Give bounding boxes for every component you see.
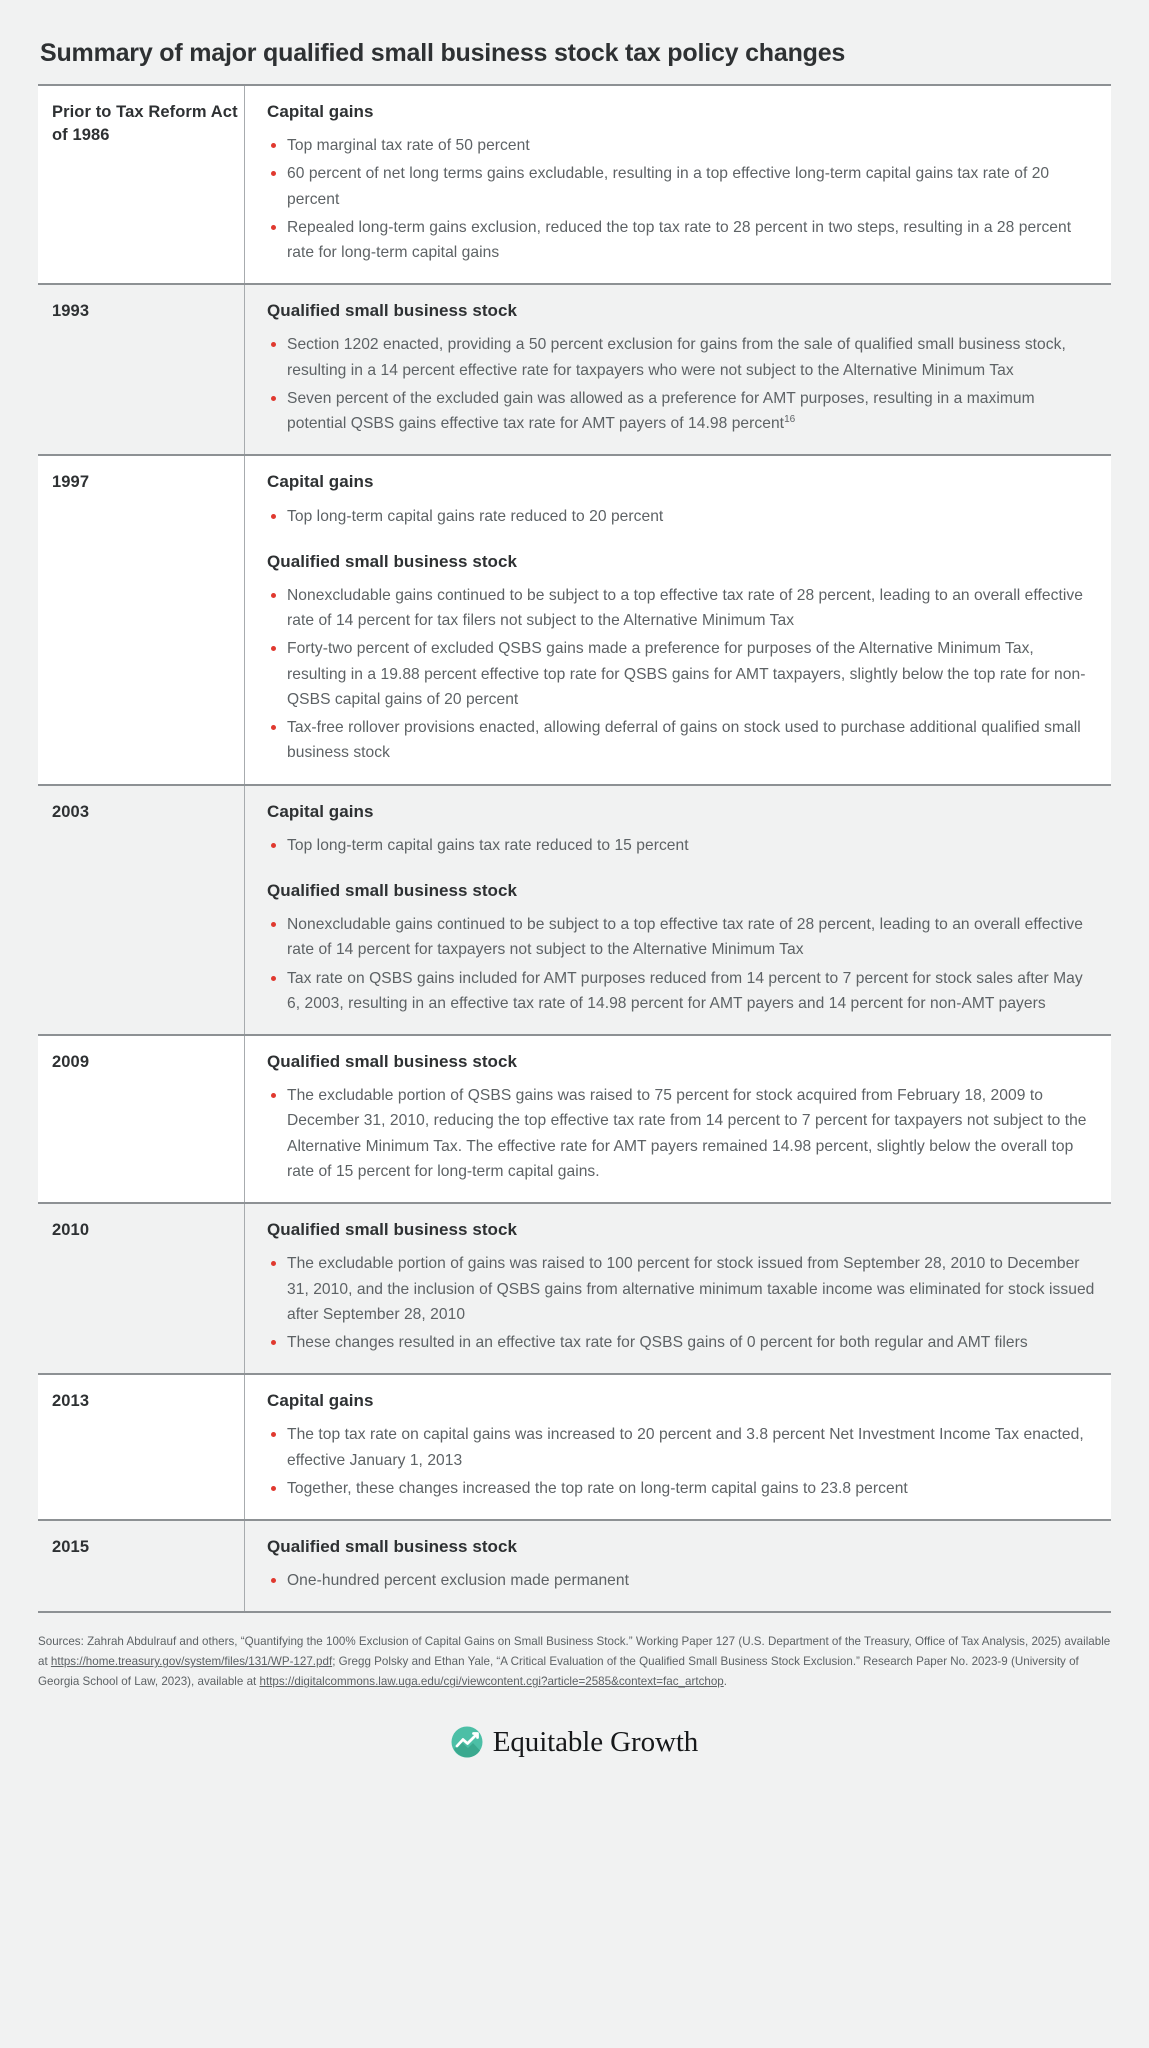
bullet-text: Tax-free rollover provisions enacted, allowing deferral of gains on stock used to purchase additional qualified small business stock bbox=[287, 719, 1081, 762]
bullet-item bbox=[267, 161, 1097, 212]
bullet-text: Top long-term capital gains tax rate reduced to 15 percent bbox=[287, 836, 689, 854]
bullet-text: Section 1202 enacted, providing a 50 percent exclusion for gains from the sale of qualified small business stock, resulting in a 14 percent effective rate for taxpayers who were not subject to the Alternative Minimum Tax bbox=[287, 336, 1066, 379]
sources-note bbox=[38, 1632, 1111, 1692]
bullet-text: These changes resulted in an effective tax rate for QSBS gains of 0 percent for both regular and AMT filers bbox=[287, 1334, 1028, 1351]
section-heading: Capital gains bbox=[267, 472, 374, 492]
bullet-list bbox=[267, 1422, 1097, 1501]
row-year-label: 1997 bbox=[38, 456, 245, 783]
bullet-list bbox=[267, 833, 1097, 858]
row-content bbox=[245, 1521, 1111, 1611]
bullet-list bbox=[267, 1251, 1097, 1355]
row-year-label: 2013 bbox=[38, 1375, 245, 1519]
bullet-text: The excludable portion of gains was raised to 100 percent for stock issued from September 28, 2010 to December 31, 2010, and the inclusion of QSBS gains from alternative minimum taxable income was eliminated for stock issued after September 28, 2010 bbox=[287, 1255, 1095, 1323]
table-row bbox=[38, 285, 1111, 456]
bullet-text: Seven percent of the excluded gain was allowed as a preference for AMT purposes, resulting in a maximum potential QSBS gains effective tax rate for AMT payers of 14.98 percent bbox=[287, 389, 1035, 433]
table-row bbox=[38, 786, 1111, 1036]
table-row bbox=[38, 86, 1111, 285]
bullet-text: Tax rate on QSBS gains included for AMT purposes reduced from 14 percent to 7 percent for stock sales after May 6, 2003, resulting in an effective tax rate of 14.98 percent for AMT payers and 14 percent for non-AMT payers bbox=[287, 969, 1083, 1012]
bullet-text: Forty-two percent of excluded QSBS gains made a preference for purposes of the Alternative Minimum Tax, resulting in a 19.88 percent effective top rate for QSBS gains for AMT taxpayers, slightly below the top rate for non-QSBS capital gains of 20 percent bbox=[287, 640, 1086, 708]
row-year-label: Prior to Tax Reform Act of 1986 bbox=[38, 86, 245, 283]
bullet-item bbox=[267, 912, 1097, 963]
sources-link-2[interactable]: https://digitalcommons.law.uga.edu/cgi/viewcontent.cgi?article=2585&context=fac_artchop bbox=[259, 1675, 724, 1689]
sources-text-2: ; Gregg Polsky and Ethan Yale, “A Critical Evaluation of the Qualified Small Business Stock Exclusion.” Research Paper No. 2023-9 (University of Georgia School of Law, 2023), available at bbox=[38, 1655, 1079, 1689]
bullet-item bbox=[267, 386, 1097, 437]
table-row bbox=[38, 456, 1111, 785]
footnote-marker[interactable]: 16 bbox=[784, 414, 796, 425]
sources-text-3: . bbox=[723, 1675, 727, 1689]
bullet-item bbox=[267, 715, 1097, 766]
content-section bbox=[267, 300, 1097, 436]
bullet-item bbox=[267, 332, 1097, 383]
brand-logo bbox=[38, 1726, 1111, 1786]
content-section bbox=[267, 801, 1097, 858]
bullet-list bbox=[267, 1083, 1097, 1184]
bullet-list bbox=[267, 133, 1097, 265]
section-heading: Qualified small business stock bbox=[267, 1537, 517, 1557]
page-title: Summary of major qualified small business stock tax policy changes bbox=[40, 39, 846, 67]
bullet-item bbox=[267, 636, 1097, 712]
sources-text-1: Zahrah Abdulrauf and others, “Quantifying the 100% Exclusion of Capital Gains on Small Business Stock.” Working Paper 127 (U.S. Department of the Treasury, Office of Tax Analysis, 2025) available at bbox=[38, 1635, 1111, 1669]
content-section bbox=[267, 551, 1097, 766]
section-heading: Qualified small business stock bbox=[267, 1052, 517, 1072]
row-year-label: 2009 bbox=[38, 1036, 245, 1202]
table-row bbox=[38, 1204, 1111, 1375]
bullet-item bbox=[267, 1568, 1097, 1593]
row-year-label: 2015 bbox=[38, 1521, 245, 1611]
bullet-item bbox=[267, 583, 1097, 634]
bullet-text: Nonexcludable gains continued to be subject to a top effective tax rate of 28 percent, leading to an overall effective rate of 14 percent for taxpayers not subject to the Alternative Minimum Tax bbox=[287, 916, 1083, 959]
brand-logo-text: Equitable Growth bbox=[492, 1725, 699, 1758]
sources-link-1[interactable]: https://home.treasury.gov/system/files/131/WP-127.pdf bbox=[50, 1655, 333, 1669]
bullet-item bbox=[267, 215, 1097, 266]
bullet-item bbox=[267, 833, 1097, 858]
section-heading: Qualified small business stock bbox=[267, 301, 517, 321]
bullet-list bbox=[267, 332, 1097, 436]
section-heading: Qualified small business stock bbox=[267, 1220, 517, 1240]
row-content bbox=[245, 1036, 1111, 1202]
bullet-item bbox=[267, 504, 1097, 529]
bullet-item bbox=[267, 1083, 1097, 1184]
row-year-label: 1993 bbox=[38, 285, 245, 454]
table-row bbox=[38, 1521, 1111, 1613]
row-content bbox=[245, 1204, 1111, 1373]
row-content bbox=[245, 786, 1111, 1034]
bullet-item bbox=[267, 133, 1097, 158]
bullet-item bbox=[267, 966, 1097, 1017]
bullet-text: Top long-term capital gains rate reduced to 20 percent bbox=[287, 507, 664, 525]
row-content bbox=[245, 456, 1111, 783]
content-section bbox=[267, 1219, 1097, 1355]
bullet-text: Together, these changes increased the top rate on long-term capital gains to 23.8 percent bbox=[287, 1479, 908, 1497]
bullet-text: The top tax rate on capital gains was increased to 20 percent and 3.8 percent Net Investment Income Tax enacted, effective January 1, 2013 bbox=[287, 1426, 1084, 1469]
row-year-label: 2010 bbox=[38, 1204, 245, 1373]
content-section bbox=[267, 1390, 1097, 1501]
section-heading: Qualified small business stock bbox=[267, 551, 517, 571]
policy-changes-table bbox=[38, 84, 1111, 1613]
line-chart-circle-icon bbox=[451, 1726, 483, 1758]
row-content bbox=[245, 285, 1111, 454]
table-row bbox=[38, 1375, 1111, 1521]
section-heading: Capital gains bbox=[267, 801, 374, 821]
bullet-text: Top marginal tax rate of 50 percent bbox=[287, 137, 530, 155]
content-section bbox=[267, 1051, 1097, 1184]
bullet-item bbox=[267, 1476, 1097, 1501]
bullet-list bbox=[267, 1568, 1097, 1593]
content-section bbox=[267, 880, 1097, 1016]
section-heading: Capital gains bbox=[267, 102, 374, 121]
bullet-text: Nonexcludable gains continued to be subject to a top effective tax rate of 28 percent, leading to an overall effective rate of 14 percent for tax filers not subject to the Alternative Minimum Tax bbox=[287, 586, 1083, 630]
bullet-text: One-hundred percent exclusion made permanent bbox=[287, 1572, 630, 1590]
bullet-text: The excludable portion of QSBS gains was raised to 75 percent for stock acquired from February 18, 2009 to December 31, 2010, reducing the top effective tax rate from 14 percent to 7 percent for taxpayers not subject to the Alternative Minimum Tax. The effective rate for AMT payers remained 14.98 percent, slightly below the overall top rate of 15 percent for long-term capital gains. bbox=[287, 1087, 1087, 1180]
content-section bbox=[267, 1536, 1097, 1593]
bullet-item bbox=[267, 1330, 1097, 1355]
bullet-item bbox=[267, 1422, 1097, 1473]
bullet-list bbox=[267, 504, 1097, 529]
section-heading: Qualified small business stock bbox=[267, 880, 517, 900]
row-content bbox=[245, 86, 1111, 283]
bullet-list bbox=[267, 912, 1097, 1016]
row-content bbox=[245, 1375, 1111, 1519]
bullet-text: 60 percent of net long terms gains excludable, resulting in a top effective long-term capital gains tax rate of 20 percent bbox=[287, 165, 1050, 208]
bullet-text: Repealed long-term gains exclusion, reduced the top tax rate to 28 percent in two steps, resulting in a 28 percent rate for long-term capital gains bbox=[287, 218, 1072, 262]
content-section bbox=[267, 101, 1097, 265]
table-row bbox=[38, 1036, 1111, 1204]
row-year-label: 2003 bbox=[38, 786, 245, 1034]
bullet-list bbox=[267, 583, 1097, 766]
section-heading: Capital gains bbox=[267, 1391, 374, 1411]
sources-label: Sources: bbox=[38, 1635, 84, 1649]
content-section bbox=[267, 471, 1097, 528]
bullet-item bbox=[267, 1251, 1097, 1327]
